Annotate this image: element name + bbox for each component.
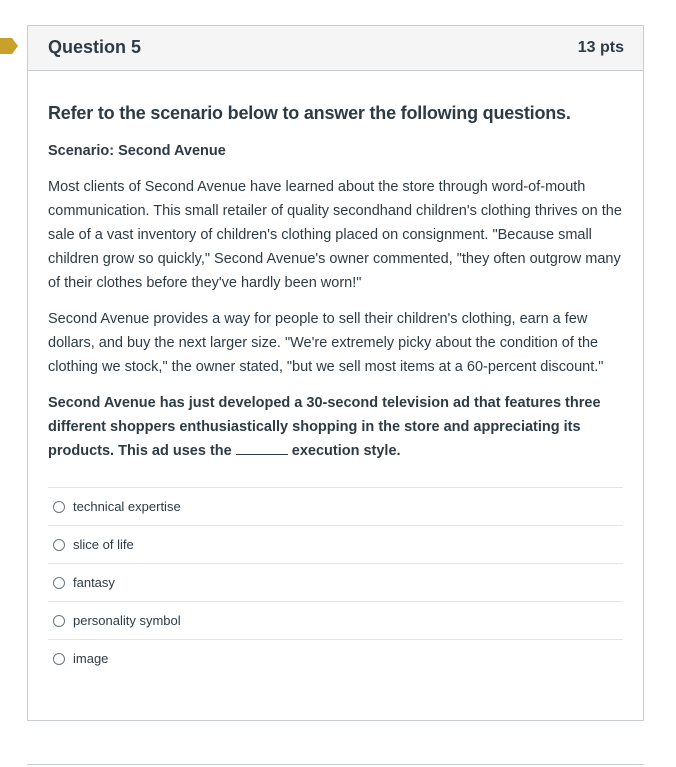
question-prompt <box>48 391 623 463</box>
bookmark-flag-icon[interactable] <box>0 38 18 54</box>
answer-option-personality-symbol[interactable] <box>48 602 623 640</box>
answer-label[interactable]: slice of life <box>73 537 134 552</box>
answer-label[interactable]: image <box>73 651 109 666</box>
answer-label[interactable]: fantasy <box>73 575 115 590</box>
answer-option-technical-expertise[interactable] <box>48 488 623 526</box>
scenario-title: Scenario: Second Avenue <box>48 143 226 159</box>
answer-blank <box>236 440 288 455</box>
prompt-text-before: Second Avenue has just developed a 30-second television ad that features three different shoppers enthusiastically shopping in the store and appreciating its products. This ad uses the <box>48 395 601 459</box>
answer-option-slice-of-life[interactable] <box>48 526 623 564</box>
answer-option-image[interactable] <box>48 640 623 677</box>
question-title: Question 5 <box>48 37 142 57</box>
answer-option-fantasy[interactable] <box>48 564 623 602</box>
answer-label[interactable]: personality symbol <box>73 613 181 628</box>
question-points: 13 pts <box>577 39 624 56</box>
answer-list <box>48 487 623 677</box>
radio-unchecked-icon[interactable] <box>53 539 65 551</box>
radio-unchecked-icon[interactable] <box>53 501 65 513</box>
radio-unchecked-icon[interactable] <box>53 577 65 589</box>
question-card <box>27 25 644 721</box>
question-header <box>28 26 643 71</box>
radio-unchecked-icon[interactable] <box>53 615 65 627</box>
question-intro: Refer to the scenario below to answer the following questions. <box>48 103 571 123</box>
question-body <box>28 71 643 677</box>
scenario-paragraph-2: Second Avenue provides a way for people to sell their children's clothing, earn a few dollars, and buy the next larger size. "We're extremely picky about the condition of the clothing we stock," the owner stated, "but we sell most items at a 60-percent discount." <box>48 311 604 375</box>
answer-label[interactable]: technical expertise <box>73 499 181 514</box>
radio-unchecked-icon[interactable] <box>53 653 65 665</box>
prompt-text-after: execution style. <box>287 443 401 459</box>
scenario-paragraph-1: Most clients of Second Avenue have learned about the store through word-of-mouth communication. This small retailer of quality secondhand children's clothing thrives on the sale of a vast inventory of children's clothing placed on consignment. "Because small children grow so quickly," Second Avenue's owner commented, "they often outgrow many of their clothes before they've hardly been worn!" <box>48 179 622 291</box>
next-question-divider <box>27 764 644 765</box>
